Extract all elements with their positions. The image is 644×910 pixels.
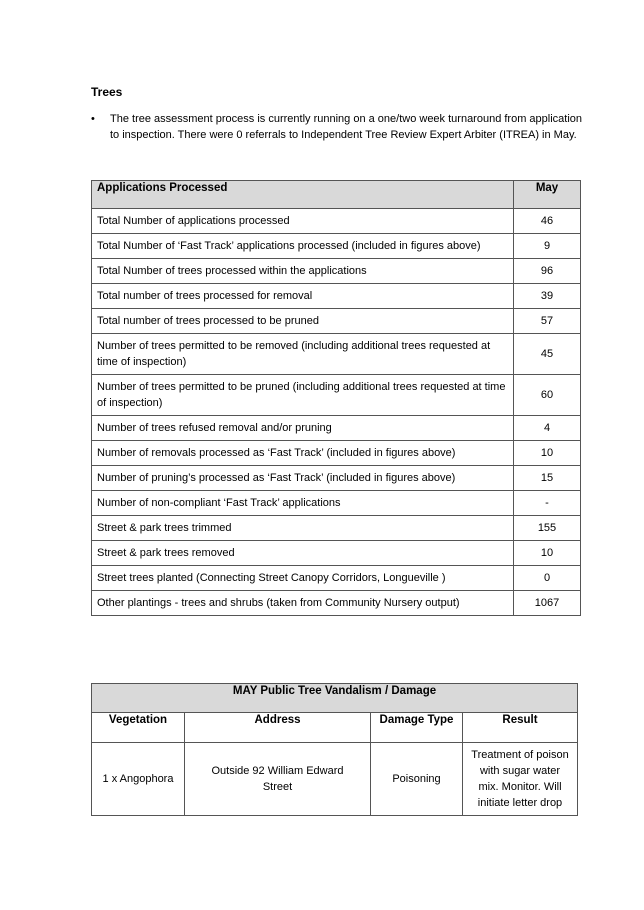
table-row xyxy=(92,334,581,375)
row-value: 57 xyxy=(514,309,581,334)
row-value: 10 xyxy=(514,441,581,466)
row-value: 46 xyxy=(514,209,581,234)
row-value: 9 xyxy=(514,234,581,259)
row-label: Street & park trees trimmed xyxy=(92,516,514,541)
cell-address: Outside 92 William Edward Street xyxy=(185,743,371,816)
table-row xyxy=(92,441,581,466)
table-row xyxy=(92,209,581,234)
row-value: 15 xyxy=(514,466,581,491)
row-label: Street trees planted (Connecting Street Canopy Corridors, Longueville ) xyxy=(92,566,514,591)
vandalism-table xyxy=(91,683,578,816)
table-row xyxy=(92,541,581,566)
bullet-item xyxy=(91,111,591,143)
cell-damage-type: Poisoning xyxy=(371,743,463,816)
row-label: Total Number of ‘Fast Track’ applications processed (included in figures above) xyxy=(92,234,514,259)
applications-header-label: Applications Processed xyxy=(92,181,514,209)
row-label: Other plantings - trees and shrubs (taken from Community Nursery output) xyxy=(92,591,514,616)
table-row xyxy=(92,516,581,541)
table-row xyxy=(92,743,578,816)
row-label: Number of pruning’s processed as ‘Fast Track’ (included in figures above) xyxy=(92,466,514,491)
row-value: 60 xyxy=(514,375,581,416)
row-value: 4 xyxy=(514,416,581,441)
row-value: - xyxy=(514,491,581,516)
bullet-dot-icon: • xyxy=(91,113,95,125)
section-title: Trees xyxy=(91,85,123,99)
applications-header-month: May xyxy=(514,181,581,209)
table-row xyxy=(92,466,581,491)
table-row xyxy=(92,491,581,516)
header-result: Result xyxy=(463,713,578,743)
row-value: 10 xyxy=(514,541,581,566)
row-label: Number of removals processed as ‘Fast Track’ (included in figures above) xyxy=(92,441,514,466)
row-value: 45 xyxy=(514,334,581,375)
row-value: 155 xyxy=(514,516,581,541)
vandalism-caption-row xyxy=(92,684,578,713)
header-damage-type: Damage Type xyxy=(371,713,463,743)
row-value: 39 xyxy=(514,284,581,309)
bullet-text: The tree assessment process is currently running on a one/two week turnaround from application to inspection. There were 0 referrals to Independent Tree Review Expert Arbiter (ITREA) in May. xyxy=(110,113,583,141)
row-value: 96 xyxy=(514,259,581,284)
cell-vegetation: 1 x Angophora xyxy=(92,743,185,816)
row-label: Number of non-compliant ‘Fast Track’ applications xyxy=(92,491,514,516)
vandalism-header-row xyxy=(92,713,578,743)
cell-result: Treatment of poison with sugar water mix. Monitor. Will initiate letter drop xyxy=(463,743,578,816)
row-label: Total number of trees processed to be pruned xyxy=(92,309,514,334)
table-row xyxy=(92,309,581,334)
row-label: Total Number of applications processed xyxy=(92,209,514,234)
bullet-list xyxy=(91,111,591,143)
table-row xyxy=(92,416,581,441)
row-label: Number of trees permitted to be pruned (including additional trees requested at time of inspection) xyxy=(92,375,514,416)
row-label: Number of trees permitted to be removed (including additional trees requested at time of inspection) xyxy=(92,334,514,375)
table-row xyxy=(92,375,581,416)
row-value: 1067 xyxy=(514,591,581,616)
table-row xyxy=(92,566,581,591)
applications-table xyxy=(91,180,581,616)
table-row xyxy=(92,284,581,309)
header-vegetation: Vegetation xyxy=(92,713,185,743)
row-label: Total number of trees processed for removal xyxy=(92,284,514,309)
table-row xyxy=(92,259,581,284)
applications-header-row xyxy=(92,181,581,209)
table-row xyxy=(92,591,581,616)
row-value: 0 xyxy=(514,566,581,591)
row-label: Street & park trees removed xyxy=(92,541,514,566)
row-label: Total Number of trees processed within the applications xyxy=(92,259,514,284)
table-row xyxy=(92,234,581,259)
row-label: Number of trees refused removal and/or pruning xyxy=(92,416,514,441)
vandalism-caption: MAY Public Tree Vandalism / Damage xyxy=(92,684,578,713)
header-address: Address xyxy=(185,713,371,743)
